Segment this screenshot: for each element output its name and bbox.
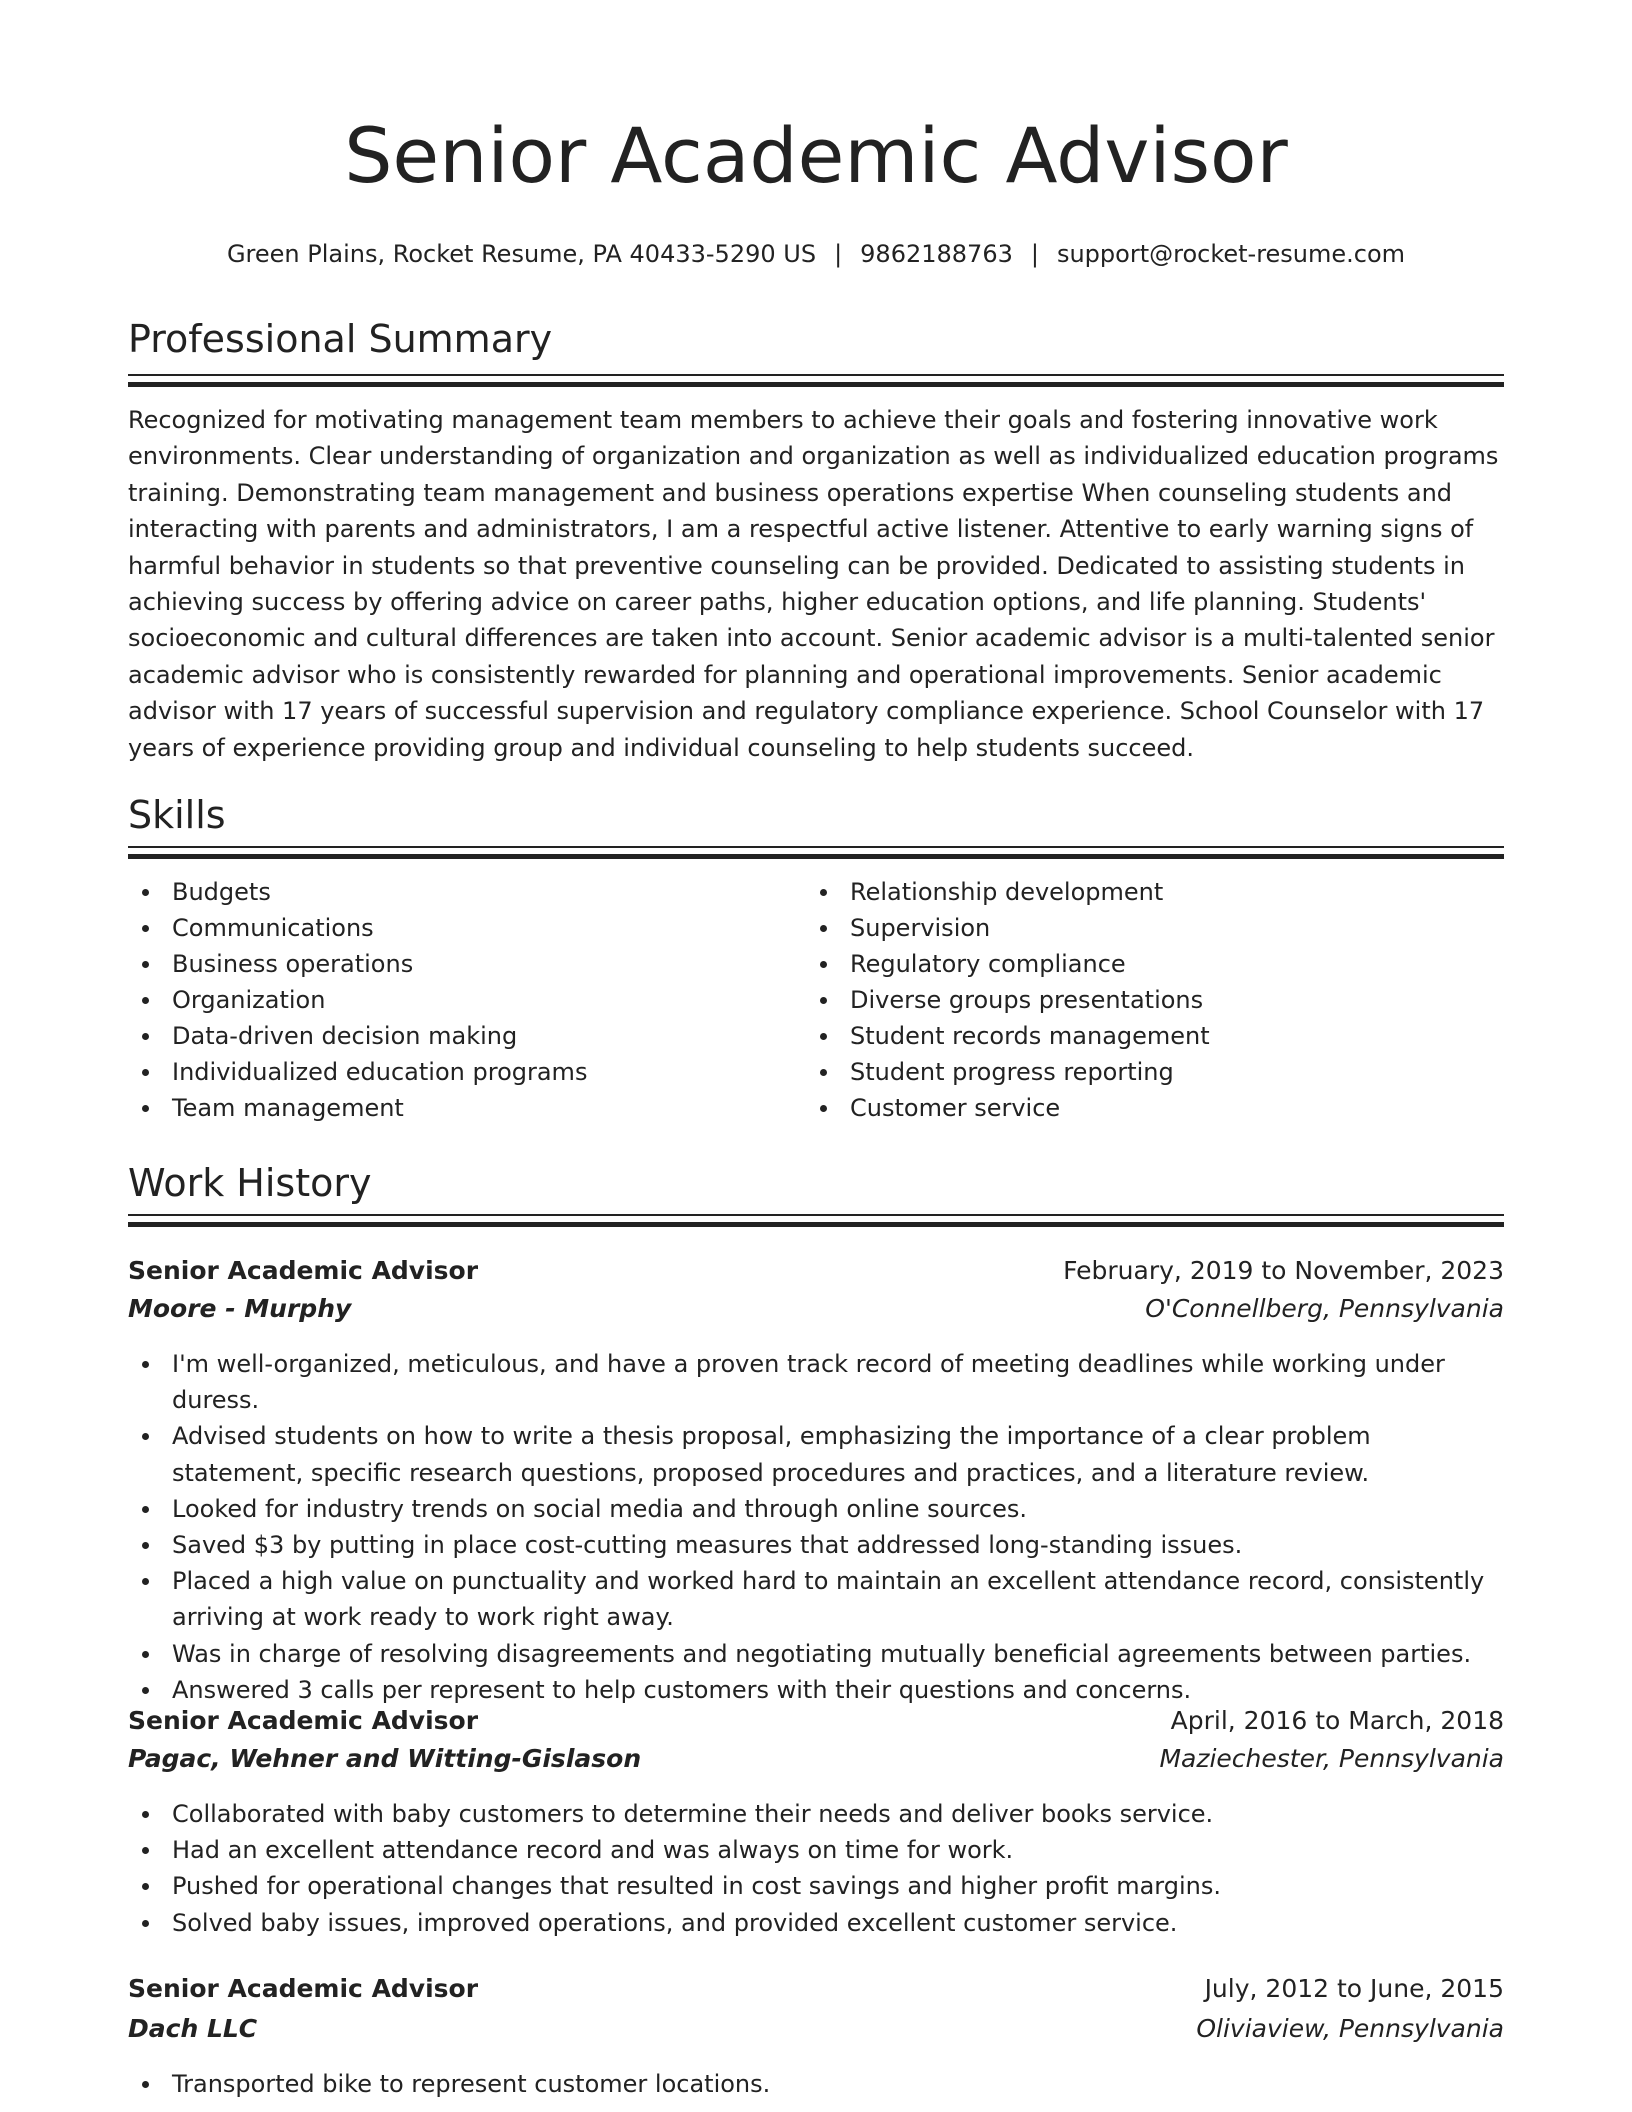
- skill-item: Customer service: [806, 1090, 1446, 1126]
- job-title: Senior Academic Advisor: [128, 1256, 479, 1285]
- job-bullets: [128, 1796, 1504, 1941]
- job-location: Oliviaview, Pennsylvania: [1196, 2014, 1504, 2043]
- skill-item: Communications: [128, 910, 768, 946]
- skills-list-left: [128, 874, 768, 1126]
- contact-phone: 9862188763: [860, 240, 1013, 268]
- section-heading-skills: Skills: [128, 793, 226, 837]
- job-bullet: Looked for industry trends on social media and through online sources.: [128, 1491, 1504, 1527]
- skill-item: Student records management: [806, 1018, 1446, 1054]
- job-title: Senior Academic Advisor: [128, 1974, 479, 2003]
- skill-item: Relationship development: [806, 874, 1446, 910]
- job-bullet: Answered 3 calls per represent to help customers with their questions and concerns.: [128, 1672, 1504, 1708]
- skill-item: Regulatory compliance: [806, 946, 1446, 982]
- resume-name: Senior Academic Advisor: [344, 111, 1288, 200]
- summary-text: Recognized for motivating management team members to achieve their goals and fostering innovative work environments. Clear understanding of organization and organization as well as individualized education programs training. Demonstrating team management and business operations expertise When counseling students and interacting with parents and administrators, I am a respectful active listener. Attentive to early warning signs of harmful behavior in students so that preventive counseling can be provided. Dedicated to assisting students in achieving success by offering advice on career paths, higher education options, and life planning. Students' socioeconomic and cultural differences are taken into account. Senior academic advisor is a multi-talented senior academic advisor who is consistently rewarded for planning and operational improvements. Senior academic advisor with 17 years of successful supervision and regulatory compliance experience. School Counselor with 17 years of experience providing group and individual counseling to help students succeed.: [128, 406, 1499, 762]
- skill-item: Diverse groups presentations: [806, 982, 1446, 1018]
- skill-item: Budgets: [128, 874, 768, 910]
- skill-item: Team management: [128, 1090, 768, 1126]
- job-bullets: [128, 1346, 1504, 1708]
- section-divider: [128, 374, 1504, 387]
- job-bullet: Advised students on how to write a thesis proposal, emphasizing the importance of a clear problem statement, specific research questions, proposed procedures and practices, and a literature review.: [128, 1418, 1504, 1490]
- job-title: Senior Academic Advisor: [128, 1706, 479, 1735]
- job-company: Dach LLC: [128, 2014, 258, 2043]
- job-bullet: Pushed for operational changes that resulted in cost savings and higher profit margins.: [128, 1868, 1504, 1904]
- job-location: Maziechester, Pennsylvania: [1159, 1744, 1504, 1773]
- job-company: Moore - Murphy: [128, 1294, 352, 1323]
- job-bullet: Solved baby issues, improved operations, and provided excellent customer service.: [128, 1905, 1504, 1941]
- job-bullet: Saved $3 by putting in place cost-cutting measures that addressed long-standing issues.: [128, 1527, 1504, 1563]
- job-bullet: I'm well-organized, meticulous, and have a proven track record of meeting deadlines while working under duress.: [128, 1346, 1504, 1418]
- job-dates: July, 2012 to June, 2015: [1204, 1974, 1504, 2003]
- skill-item: Organization: [128, 982, 768, 1018]
- contact-email: support@rocket-resume.com: [1056, 240, 1406, 268]
- contact-separator: |: [1030, 240, 1039, 268]
- job-dates: February, 2019 to November, 2023: [1063, 1256, 1504, 1285]
- contact-line: [128, 240, 1504, 268]
- job-bullet: Placed a high value on punctuality and worked hard to maintain an excellent attendance record, consistently arriving at work ready to work right away.: [128, 1563, 1504, 1635]
- job-bullets: [128, 2066, 1504, 2102]
- section-divider: [128, 846, 1504, 859]
- skill-item: Individualized education programs: [128, 1054, 768, 1090]
- job-location: O'Connellberg, Pennsylvania: [1145, 1294, 1504, 1323]
- job-bullet: Transported bike to represent customer locations.: [128, 2066, 1504, 2102]
- job-dates: April, 2016 to March, 2018: [1170, 1706, 1504, 1735]
- skills-list-right: [806, 874, 1446, 1126]
- job-company: Pagac, Wehner and Witting-Gislason: [128, 1744, 642, 1773]
- job-bullet: Had an excellent attendance record and was always on time for work.: [128, 1832, 1504, 1868]
- contact-separator: |: [834, 240, 843, 268]
- job-bullet: Was in charge of resolving disagreements and negotiating mutually beneficial agreements between parties.: [128, 1636, 1504, 1672]
- job-bullet: Collaborated with baby customers to determine their needs and deliver books service.: [128, 1796, 1504, 1832]
- skill-item: Business operations: [128, 946, 768, 982]
- section-heading-work: Work History: [128, 1161, 372, 1205]
- section-heading-summary: Professional Summary: [128, 317, 553, 361]
- skill-item: Supervision: [806, 910, 1446, 946]
- section-divider: [128, 1214, 1504, 1227]
- contact-address: Green Plains, Rocket Resume, PA 40433-5290 US: [226, 240, 817, 268]
- skill-item: Student progress reporting: [806, 1054, 1446, 1090]
- skill-item: Data-driven decision making: [128, 1018, 768, 1054]
